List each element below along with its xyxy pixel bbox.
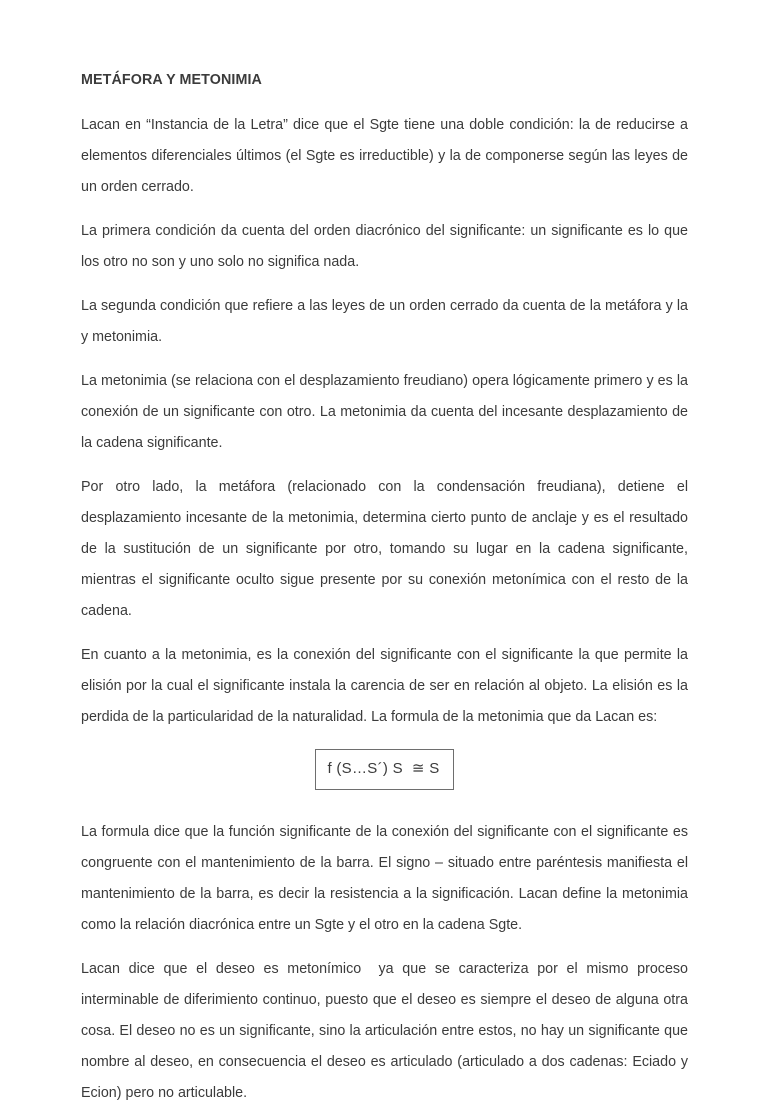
paragraph-4: La metonimia (se relaciona con el desplazamiento freudiano) opera lógicamente primero y es la conexión de un significante con otro. La metonimia da cuenta del incesante desplazamiento de la cadena significante. — [81, 373, 692, 451]
paragraph-5: Por otro lado, la metáfora (relacionado con la condensación freudiana), detiene el desplazamiento incesante de la metonimia, determina cierto punto de anclaje y es el resultado de la sustitución de un significante por otro, tomando su lugar en la cadena significante, mientras el significante oculto sigue presente por su conexión metonímica con el resto de la cadena. — [81, 479, 692, 619]
paragraph-8: Lacan dice que el deseo es metonímico ya que se caracteriza por el mismo proceso interminable de diferimiento continuo, puesto que el deseo es siempre el deseo de alguna otra cosa. El deseo no es un significante, sino la articulación entre estos, no hay un significante que nombre al deseo, en consecuencia el deseo es articulado (articulado a dos cadenas: Eciado y Ecion) pero no articulable. — [81, 961, 692, 1101]
paragraph-7: La formula dice que la función significante de la conexión del significante con el significante es congruente con el mantenimiento de la barra. El signo – situado entre paréntesis manifiesta el mantenimiento de la barra, es decir la resistencia a la significación. Lacan define la metonimia como la relación diacrónica entre un Sgte y el otro en la cadena Sgte. — [81, 824, 692, 933]
metonymy-formula: f (S…S´) S ≅ S — [327, 760, 440, 777]
formula-box — [315, 749, 453, 790]
page-title: METÁFORA Y METONIMIA — [81, 72, 262, 88]
paragraph-1: Lacan en “Instancia de la Letra” dice que el Sgte tiene una doble condición: la de reducirse a elementos diferenciales últimos (el Sgte es irreductible) y la de componerse según las leyes de un orden cerrado. — [81, 117, 692, 195]
paragraph-6: En cuanto a la metonimia, es la conexión del significante con el significante la que permite la elisión por la cual el significante instala la carencia de ser en relación al objeto. La elisión es la perdida de la particularidad de la naturalidad. La formula de la metonimia que da Lacan es: — [81, 647, 692, 725]
paragraph-2: La primera condición da cuenta del orden diacrónico del significante: un significante es lo que los otro no son y uno solo no significa nada. — [81, 223, 692, 270]
document-body — [81, 68, 692, 1109]
formula-container — [81, 749, 688, 790]
paragraph-3: La segunda condición que refiere a las leyes de un orden cerrado da cuenta de la metáfora y la y metonimia. — [81, 298, 692, 345]
